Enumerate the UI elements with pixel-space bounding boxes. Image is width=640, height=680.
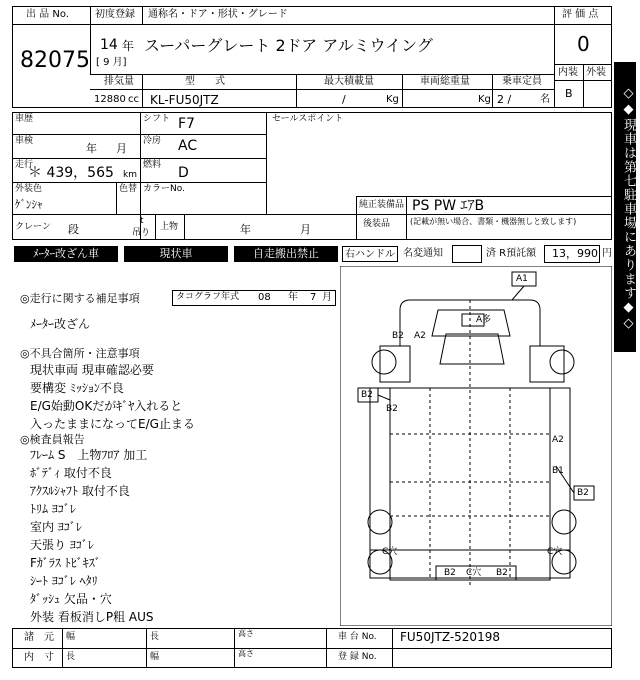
- capacity-unit: 名: [540, 94, 550, 105]
- divider: [184, 214, 185, 240]
- capacity-label: 乗車定員: [502, 76, 542, 87]
- displacement-value: 12880: [94, 94, 126, 105]
- damage-label-a-many: A多: [476, 315, 492, 325]
- damage-label-b2-box: B2: [361, 390, 373, 400]
- capacity-value: 2 /: [497, 93, 512, 106]
- divider: [146, 628, 147, 668]
- damage-label-c-hole: C穴: [382, 547, 398, 557]
- reg-month: [ 9 月]: [96, 57, 127, 68]
- wheel: [372, 350, 396, 374]
- mileage-unit: km: [123, 170, 137, 180]
- inner-length-label: 長: [66, 652, 76, 662]
- divider: [326, 628, 327, 668]
- rating-value: 0: [577, 32, 590, 56]
- kg-unit: Kg: [478, 94, 491, 105]
- divider: [12, 214, 612, 215]
- crane-label: クレーン: [15, 222, 51, 232]
- fuel-value: D: [178, 165, 189, 181]
- inner-height-label: 高さ: [238, 649, 254, 658]
- defect-item: 要構変 ﾐｯｼｮﾝ不良: [30, 381, 124, 395]
- type-label: 型 式: [185, 76, 225, 87]
- displacement-label: 排気量: [104, 76, 134, 87]
- damage-label-b2-bottom: B2: [496, 568, 508, 578]
- registration-label: 登 録 No.: [338, 652, 377, 662]
- equipment-label: 純正装備品: [359, 200, 405, 210]
- inspector-item: 室内 ﾖｺﾞﾚ: [30, 520, 82, 534]
- leader-line: [378, 395, 390, 400]
- sales-point-label: セールスポイント: [272, 114, 344, 124]
- defect-item: 入ったままになってE/G止まる: [30, 417, 195, 431]
- chassis-label: 車 台 No.: [338, 632, 377, 642]
- meter-tampered-tag: ﾒｰﾀｰ改ざん車: [14, 246, 118, 262]
- gross-weight-label: 車両総重量: [420, 76, 470, 87]
- tacho-month-unit: 月: [322, 292, 332, 303]
- shift-label: シフト: [143, 114, 171, 124]
- rating-label: 評 価 点: [562, 9, 599, 20]
- inspector-item: ｼｰﾄ ﾖｺﾞﾚ ﾍﾀﾘ: [30, 574, 98, 588]
- chassis-number: FU50JTZ-520198: [400, 630, 500, 644]
- crane-stage: 段: [68, 223, 79, 236]
- divider: [583, 64, 584, 108]
- tacho-year-unit: 年: [288, 292, 298, 303]
- color-no-label: カラーNo.: [143, 184, 185, 194]
- divider: [142, 74, 143, 108]
- divider: [12, 648, 612, 649]
- side-notice: ◇◆現車は第七駐車場にあります◆◇: [614, 62, 636, 352]
- divider: [554, 80, 612, 81]
- divider: [296, 74, 297, 108]
- divider: [356, 196, 357, 240]
- body-year: 年: [240, 223, 251, 236]
- divider: [402, 74, 403, 108]
- model-code: KL-FU50JTZ: [150, 93, 219, 107]
- divider: [62, 628, 63, 668]
- tacho-month: 7: [310, 292, 317, 303]
- mileage-value: ＊ 439，565: [28, 165, 114, 181]
- inspector-item: ﾀﾞｯｼｭ 欠品・穴: [30, 592, 112, 606]
- divider: [12, 182, 266, 183]
- divider: [155, 214, 156, 240]
- cab-lower: [380, 346, 410, 382]
- damage-label-b2-bottom: B2: [444, 568, 456, 578]
- shift-value: F7: [178, 116, 195, 132]
- damage-label-a2-right: A2: [552, 435, 564, 445]
- defect-item: E/G始動OKだがｷﾞﾔ入れると: [30, 399, 183, 413]
- divider: [90, 74, 554, 75]
- leader-line: [512, 286, 524, 300]
- max-load-value: /: [342, 93, 346, 106]
- divider: [356, 196, 612, 197]
- color-change-label: 色替: [119, 184, 138, 194]
- inner-width-label: 幅: [150, 652, 160, 662]
- inspector-item: ﾌﾚｰﾑ S 上物ﾌﾛｱ 加工: [30, 448, 148, 462]
- equipment-value: PS PW ｴｱB: [412, 198, 485, 214]
- divider: [554, 24, 612, 25]
- inspector-item: ﾎﾞﾃﾞｨ 取付不良: [30, 466, 112, 480]
- tacho-label: タコグラフ年式: [176, 292, 240, 302]
- cab-lower: [530, 346, 564, 382]
- damage-label-a1: A1: [516, 274, 528, 284]
- steering-tag: 右ハンドル: [342, 246, 398, 262]
- divider: [116, 182, 117, 214]
- damage-label-b2-box-right: B2: [577, 488, 589, 498]
- divider: [492, 74, 493, 108]
- interior-label: 内装: [558, 67, 578, 78]
- ac-value: AC: [178, 138, 198, 154]
- model-label: 通称名・ドア・形状・グレード: [148, 9, 288, 20]
- wheel: [550, 350, 574, 374]
- max-load-label: 最大積載量: [324, 76, 374, 87]
- recycle-unit: 円: [602, 248, 612, 259]
- damage-label-b2: B2: [392, 331, 404, 341]
- inspector-title: ◎検査員報告: [20, 433, 85, 446]
- color-label: 外装色: [15, 184, 43, 194]
- inspection-month: 月: [116, 142, 127, 155]
- retrofit-note: (記載が無い場合、書類・機器無しと致します): [410, 217, 577, 226]
- exterior-label: 外装: [586, 67, 606, 78]
- dims-height-label: 高さ: [238, 629, 254, 638]
- driving-title: ◎走行に関する補足事項: [20, 292, 140, 305]
- crane-ton: t: [140, 216, 144, 226]
- driving-note: ﾒｰﾀｰ改ざん: [30, 317, 91, 331]
- divider: [12, 134, 266, 135]
- damage-label-b1-right: B1: [552, 466, 564, 476]
- divider: [12, 158, 266, 159]
- reg-year: 14: [100, 37, 118, 53]
- divider: [90, 89, 554, 90]
- name-change-box: [452, 245, 482, 263]
- damage-label-c-hole: C穴: [547, 547, 563, 557]
- divider: [90, 6, 91, 74]
- divider: [142, 6, 143, 24]
- mileage-label: 走行: [15, 160, 34, 170]
- inspector-item: 天張り ﾖｺﾞﾚ: [30, 538, 94, 552]
- divider: [554, 6, 555, 108]
- divider: [392, 628, 393, 668]
- retrofit-label: 後装品: [363, 219, 391, 229]
- dims-label: 諸 元: [24, 632, 54, 643]
- lot-no-label: 出 品 No.: [26, 9, 69, 20]
- inspector-item: ﾄﾘﾑ ﾖｺﾞﾚ: [30, 502, 76, 516]
- windshield: [440, 334, 504, 364]
- inspector-item: 外装 看板消しP粗 AUS: [30, 610, 154, 624]
- displacement-unit: cc: [128, 94, 139, 105]
- history-label: 車歴: [15, 114, 34, 124]
- name-change-label: 名変通知: [403, 248, 443, 259]
- crane-hang: 吊り: [132, 228, 151, 238]
- kg-unit: Kg: [386, 94, 399, 105]
- first-reg-label: 初度登録: [95, 9, 135, 20]
- as-is-tag: 現状車: [124, 246, 228, 262]
- inspector-item: Fｶﾞﾗｽ ﾄﾋﾞｷｽﾞ: [30, 556, 101, 570]
- inspection-label: 車検: [15, 136, 34, 146]
- body-label: 上物: [160, 222, 179, 232]
- damage-label-a2: A2: [414, 331, 426, 341]
- recycle-amount: 13，990: [552, 247, 598, 260]
- lot-no: 82075: [20, 48, 90, 73]
- dims-length-label: 長: [150, 632, 160, 642]
- fuel-label: 燃料: [143, 160, 162, 170]
- divider: [12, 24, 90, 25]
- damage-label-b2-left: B2: [386, 404, 398, 414]
- divider: [266, 112, 267, 214]
- divider: [234, 628, 235, 668]
- defect-title: ◎不具合箇所・注意事項: [20, 347, 140, 360]
- divider: [90, 24, 554, 25]
- recycle-label: 済 R預託額: [486, 248, 537, 259]
- damage-label-c-hole-bottom: C穴: [466, 568, 482, 578]
- ac-label: 冷房: [143, 136, 162, 146]
- wheel: [552, 510, 576, 534]
- color-value: ｹﾞﾝｼｬ: [15, 198, 43, 211]
- dims-width-label: 幅: [66, 632, 76, 642]
- wheel: [368, 510, 392, 534]
- defect-item: 現状車両 現車確認必要: [30, 363, 154, 377]
- interior-grade: B: [565, 87, 573, 100]
- inner-label: 内 寸: [24, 652, 54, 663]
- divider: [406, 196, 407, 240]
- reg-year-unit: 年: [122, 39, 135, 53]
- no-self-drive-tag: 自走搬出禁止: [234, 246, 338, 262]
- car-name: スーパーグレート 2ドア アルミウイング: [144, 36, 433, 55]
- body-month: 月: [300, 223, 311, 236]
- tacho-year: 08: [258, 292, 271, 303]
- inspection-year: 年: [86, 142, 97, 155]
- inspector-item: ｱｸｽﾙｼｬﾌﾄ 取付不良: [30, 484, 130, 498]
